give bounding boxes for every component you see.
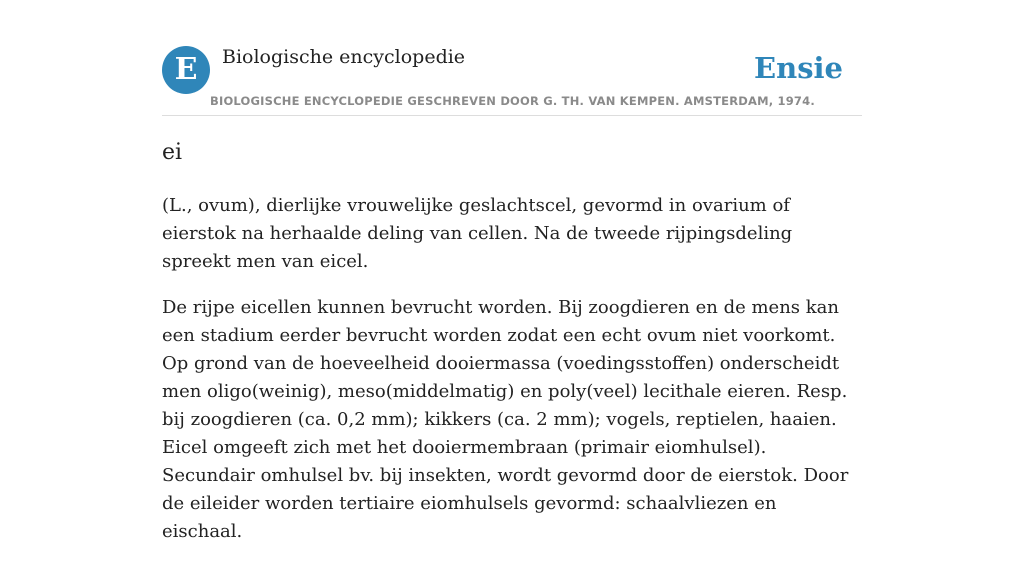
logo-icon[interactable]: E: [162, 46, 210, 94]
page: [162, 0, 862, 542]
entry-paragraph: De rijpe eicellen kunnen bevrucht worden. Bij zoogdieren en de mens kan een stadium eerder bevrucht worden zodat een echt ovum niet voorkomt. Op grond van de hoeveelheid dooiermassa (voedingsstoffen) onderscheidt men oligo(weinig), meso(middelmatig) en poly(veel) lecithale eieren. Resp. bij zoogdieren (ca. 0,2 mm); kikkers (ca. 2 mm); vogels, reptielen, haaien. Eicel omgeeft zich met het dooiermembraan (primair eiomhulsel). Secundair omhulsel bv. bij insekten, wordt gevormd door de eierstok. Door de eileider worden tertiaire eiomhulsels gevormd: schaalvliezen en eischaal.: [162, 297, 849, 542]
site-title-link[interactable]: Biologische encyclopedie: [222, 46, 466, 68]
header: [162, 0, 862, 116]
brand-logo-link[interactable]: Ensie: [754, 51, 843, 85]
source-subtitle: BIOLOGISCHE ENCYCLOPEDIE GESCHREVEN DOOR G. TH. VAN KEMPEN. AMSTERDAM, 1974.: [210, 94, 815, 108]
entry-term: ei: [162, 140, 183, 165]
entry-paragraph: (L., ovum), dierlijke vrouwelijke geslachtscel, gevormd in ovarium of eierstok na herhaalde deling van cellen. Na de tweede rijpingsdeling spreekt men van eicel.: [162, 195, 793, 272]
entry-body: [162, 192, 862, 564]
